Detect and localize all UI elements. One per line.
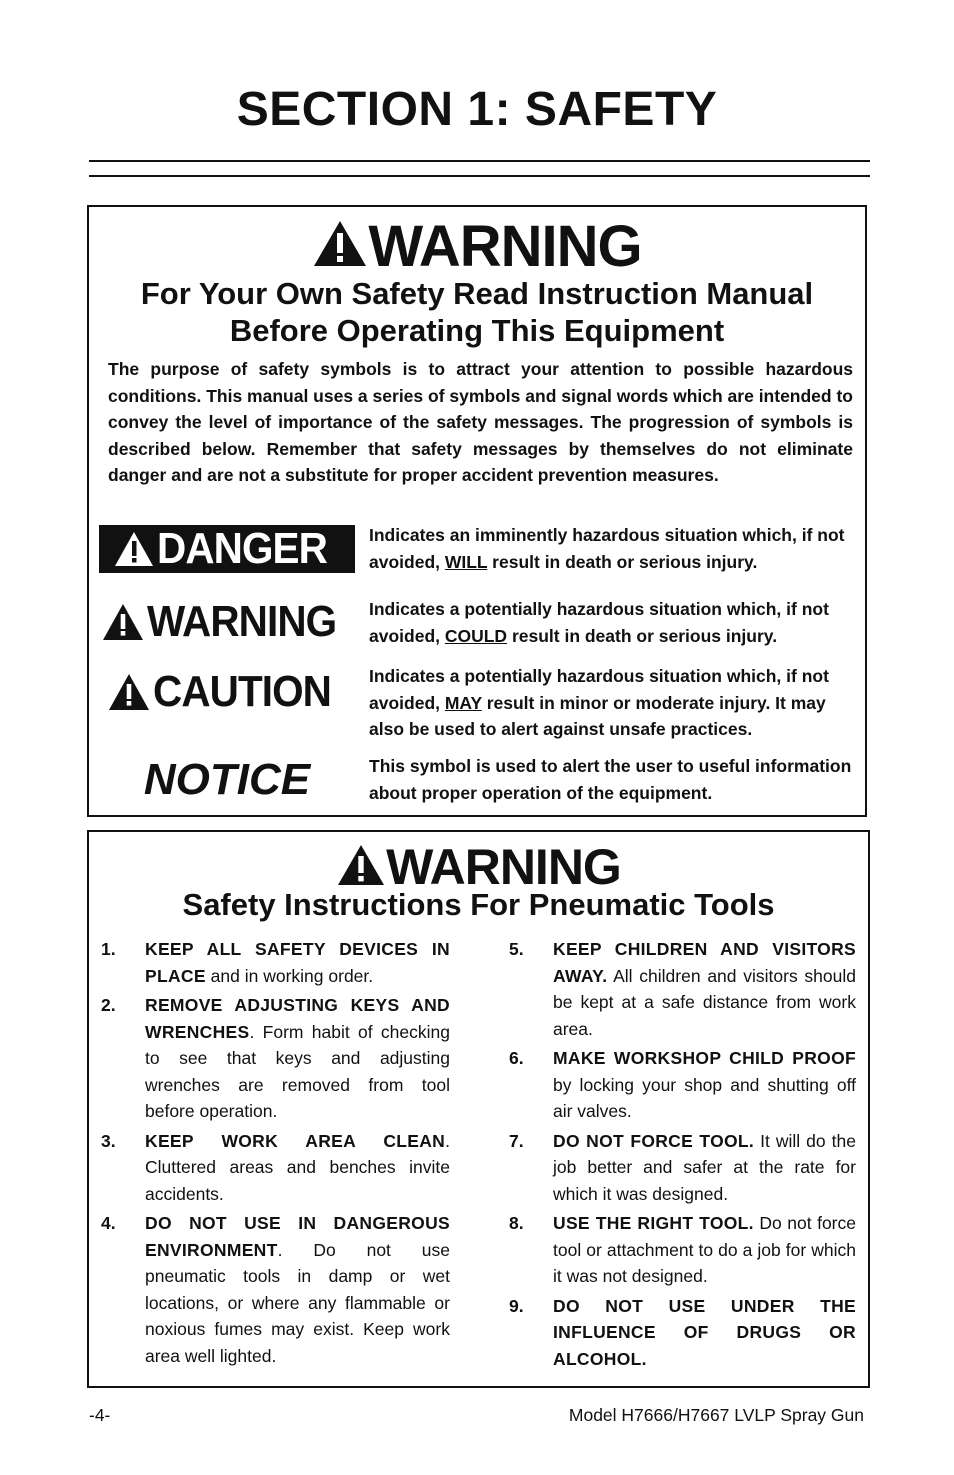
warning-triangle-icon <box>312 219 368 274</box>
list-item: 8. USE THE RIGHT TOOL. Do not force tool or attachment to do a job for which it was not designed. <box>509 1213 856 1286</box>
subtitle-line-1: For Your Own Safety Read Instruction Manual <box>140 276 814 311</box>
instructions-left-column <box>101 936 450 1372</box>
list-item: 1. KEEP ALL SAFETY DEVICES IN PLACE and in working order. <box>101 939 450 986</box>
list-item: 4. DO NOT USE IN DANGEROUS ENVIRONMENT. Do not use pneumatic tools in damp or wet locations, or where any flammable or noxious fumes may exist. Keep work area well lighted. <box>101 1213 450 1366</box>
instructions-right-column <box>509 936 856 1375</box>
subtitle-box2: Safety Instructions For Pneumatic Tools <box>182 887 775 922</box>
signal-words-box <box>87 205 867 817</box>
caution-label: CAUTION <box>153 667 332 716</box>
list-item: 9. DO NOT USE UNDER THE INFLUENCE OF DRUGS OR ALCOHOL. <box>509 1295 856 1369</box>
warning-description: Indicates a potentially hazardous situation which, if not avoided, COULD result in death or serious injury. <box>369 599 829 646</box>
list-item: 7. DO NOT FORCE TOOL. It will do the job better and safer at the rate for which it was designed. <box>509 1130 856 1204</box>
page-number: -4- <box>89 1405 111 1425</box>
title-rule-bottom <box>89 175 870 177</box>
notice-label: NOTICE <box>143 755 311 804</box>
list-item: 5. KEEP CHILDREN AND VISITORS AWAY. All children and visitors should be kept at a safe distance from work area. <box>509 939 856 1039</box>
warning-word-2: WARNING <box>386 839 621 895</box>
warning-label: WARNING <box>147 597 337 646</box>
subtitle-line-2: Before Operating This Equipment <box>229 313 725 348</box>
caution-badge <box>99 667 355 717</box>
subtitle-box1 <box>89 275 865 349</box>
warning-header <box>89 213 865 280</box>
danger-label: DANGER <box>156 524 327 573</box>
warning-triangle-icon <box>101 602 145 642</box>
caution-description: Indicates a potentially hazardous situation which, if not avoided, MAY result in minor or moderate injury. It may also be used to alert against unsafe practices. <box>369 666 829 739</box>
warning-badge <box>99 597 355 647</box>
list-item: 6. MAKE WORKSHOP CHILD PROOF by locking your shop and shutting off air valves. <box>509 1048 856 1121</box>
pneumatic-safety-box <box>87 830 870 1388</box>
list-item: 3. KEEP WORK AREA CLEAN. Cluttered areas and benches invite accidents. <box>101 1130 450 1204</box>
notice-description: This symbol is used to alert the user to useful information about proper operation of the equipment. <box>369 756 852 803</box>
danger-badge <box>99 525 355 573</box>
warning-triangle-icon <box>336 843 386 892</box>
warning-word: WARNING <box>368 214 642 279</box>
warning-triangle-icon <box>107 672 151 712</box>
footer-model-name: Model H7666/H7667 LVLP Spray Gun <box>568 1405 864 1425</box>
title-rule-top <box>89 160 870 162</box>
page-title: SECTION 1: SAFETY <box>236 83 718 136</box>
notice-badge <box>99 755 355 805</box>
warning-triangle-icon <box>113 530 155 568</box>
danger-description: Indicates an imminently hazardous situation which, if not avoided, WILL result in death or serious injury. <box>369 525 845 572</box>
list-item: 2. REMOVE ADJUSTING KEYS AND WRENCHES. Form habit of checking to see that keys and adjusting wrenches are removed from tool before operation. <box>101 995 450 1121</box>
intro-paragraph: The purpose of safety symbols is to attract your attention to possible hazardous conditions. This manual uses a series of symbols and signal words which are intended to convey the level of importance of the safety messages. The progression of symbols is described below. Remember that safety messages by themselves do not eliminate danger and are not a substitute for proper accident prevention measures. <box>108 359 853 485</box>
